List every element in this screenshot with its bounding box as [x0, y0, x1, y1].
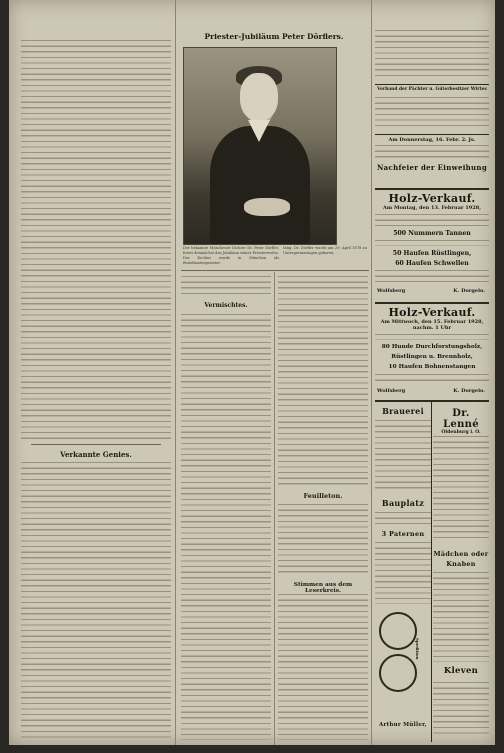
ad-holz2-item: 10 Haufen Bohnenstangen — [388, 364, 476, 370]
ad-text — [375, 270, 489, 282]
column-rule — [371, 0, 372, 745]
ad-lenne-city: Oldenburg i. O. — [441, 430, 481, 435]
ad-text — [375, 214, 489, 226]
ad-holz2-place: Wolfsberg — [377, 388, 406, 394]
ad-verband — [375, 84, 489, 133]
ad-holz1-title: Holz-Verkauf. — [388, 192, 476, 205]
article-text-block — [181, 314, 271, 740]
newspaper-page — [9, 0, 495, 745]
ad-holz2-date: Am Mittwoch, den 15. Februar 1928, — [380, 319, 484, 325]
center-subcolumn-left — [181, 0, 271, 745]
feature-title: Priester-Jubiläum Peter Dörflers. — [204, 32, 344, 41]
ad-holz2-title: Holz-Verkauf. — [388, 306, 476, 319]
ad-holz2-sign: K. Dorgelo. — [453, 388, 485, 394]
ad-brauerei: Brauerei — [382, 406, 424, 416]
ad-lenne-title: Dr. Lenné — [443, 408, 479, 430]
ad-holz1-sign: K. Dorgelo. — [453, 288, 485, 294]
ad-text — [433, 436, 489, 540]
section-heading: Verkannte Genies. — [60, 450, 132, 459]
ad-maedchen: Mädchen oder — [433, 550, 489, 558]
ad-text — [375, 97, 489, 129]
article-text-block — [181, 276, 271, 296]
ad-text — [375, 512, 431, 524]
ad-text — [375, 542, 431, 604]
ad-donnerstag — [375, 134, 489, 185]
ad-text — [433, 682, 489, 736]
article-text-block — [278, 504, 368, 576]
photo-caption-right: tätig. Dr. Dörfler wurde am 29. April 1878 zu Untergermaringen geboren. — [283, 246, 367, 255]
section-divider — [31, 444, 161, 445]
ad-holz1-item: 60 Haufen Schwellen — [395, 260, 469, 267]
section-heading: Stimmen aus dem Leserkreis. — [293, 582, 353, 594]
ad-lower-right — [433, 402, 489, 742]
ad-text — [375, 145, 489, 159]
ad-verband-title: Verband der Pächter u. Güterbesitzer Wirtes — [377, 87, 487, 92]
clock-icon — [379, 612, 417, 650]
ad-lower-block — [375, 400, 489, 742]
ad-holz1-date: Am Montag, den 13. Februar 1928, — [383, 205, 481, 211]
ad-holz2-time: nachm. 1 Uhr — [412, 325, 452, 331]
column-rule — [274, 272, 275, 745]
ad-text — [375, 334, 489, 340]
ad-knaben: Knaben — [446, 560, 476, 568]
ad-nachfeier: Nachfeier der Einweihung — [376, 163, 488, 172]
article-text-block — [278, 594, 368, 740]
ad-arthur: Arthur Müller, — [378, 722, 427, 728]
ad-holz-verkauf-1 — [375, 188, 489, 302]
left-column — [21, 0, 171, 745]
ad-holz2-item: 80 Hunde Durchforstungsholz, — [381, 344, 483, 350]
ad-paternen: 3 Paternen — [381, 530, 425, 538]
article-text-block — [278, 276, 368, 486]
ad-holz1-item: 50 Haufen Rüstlingen, — [392, 250, 472, 257]
clock-icon — [379, 654, 417, 692]
ad-text — [375, 420, 431, 490]
ad-holz-verkauf-2 — [375, 302, 489, 400]
ad-holz1-item: 500 Nummern Tannen — [393, 230, 471, 237]
article-text-block — [375, 30, 489, 80]
ad-clock-word: Spedition — [415, 638, 420, 660]
clock-ad — [375, 608, 431, 718]
ad-text — [375, 240, 489, 246]
ad-holz1-place: Wolfsberg — [377, 288, 406, 294]
center-subcolumn-right — [278, 0, 368, 745]
ad-kleven: Kleven — [443, 666, 479, 676]
ad-bauplatz: Bauplatz — [381, 498, 425, 508]
section-heading: Vermischtes. — [204, 302, 248, 309]
ad-donnerstag-lead: Am Donnerstag, 16. Febr. 2. Js. — [388, 137, 476, 143]
ad-text — [375, 374, 489, 384]
ad-text — [433, 572, 489, 662]
ad-holz2-item: Rüstlingen u. Brennholz, — [391, 354, 473, 360]
section-heading: Feuilleton. — [303, 492, 343, 500]
ad-lower-left — [375, 402, 432, 742]
article-text-block — [21, 462, 171, 740]
right-column-ads — [375, 0, 489, 745]
column-rule — [175, 0, 176, 745]
article-text-block — [21, 40, 171, 440]
photo-caption-left: Der bekannte Münchener Dichter Dr. Peter Dörfler, feiert demnächst das Jubiläum seiner Priesterweihe. Der Dichter wurde in München als Benefiziatenpriester — [183, 246, 279, 265]
